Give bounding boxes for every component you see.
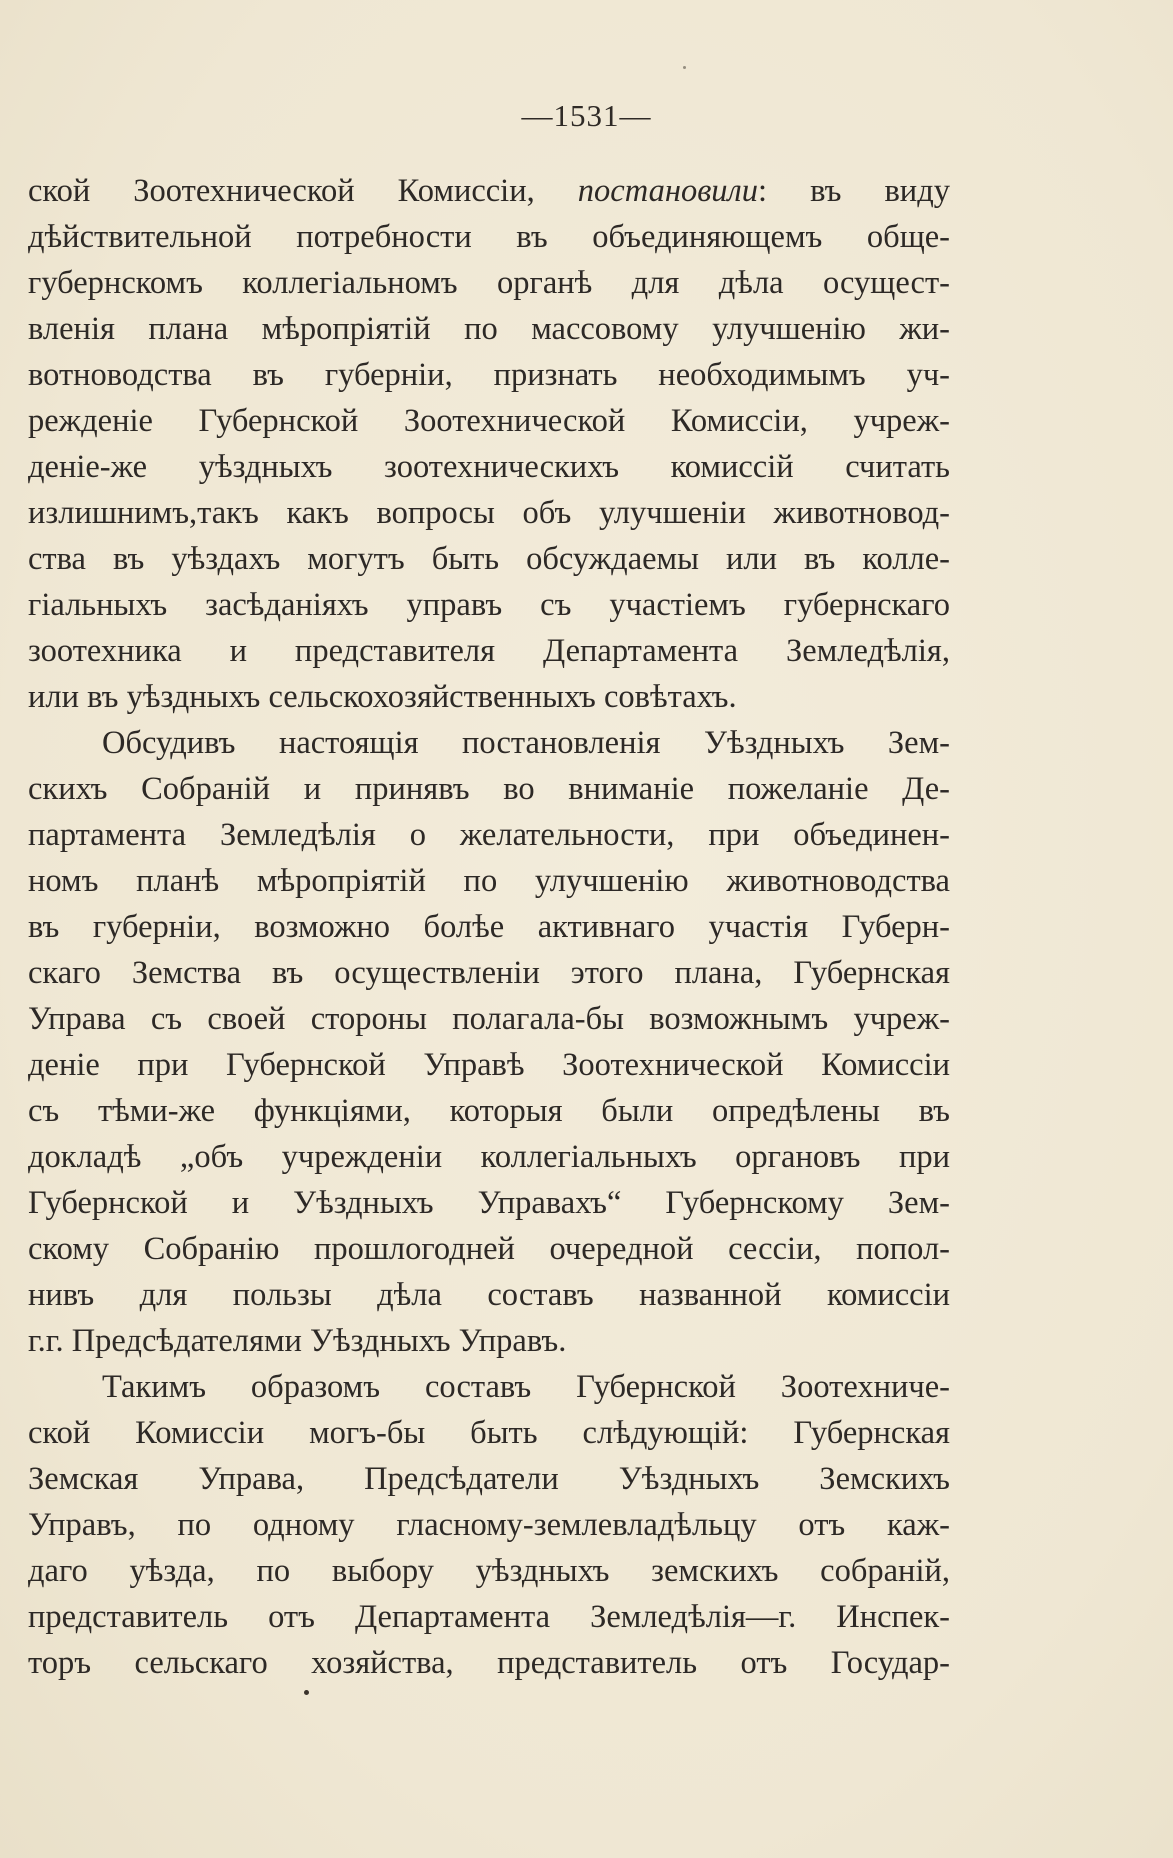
paragraph-3 bbox=[28, 1364, 950, 1686]
page-number: —1531— bbox=[521, 98, 652, 133]
text-line: Земская Управа, Предсѣдатели Уѣздныхъ Земскихъ bbox=[28, 1461, 950, 1497]
text-line: излишнимъ,такъ какъ вопросы объ улучшеніи животновод- bbox=[28, 495, 950, 531]
text-line: скому Собранію прошлогодней очередной сессіи, попол- bbox=[28, 1231, 950, 1267]
text-line: гіальныхъ засѣданіяхъ управъ съ участіемъ губернскаго bbox=[28, 587, 950, 623]
paragraph-2 bbox=[28, 720, 950, 1364]
text-run: ской Зоотехнической Комиссіи, bbox=[28, 173, 578, 209]
text-line: г.г. Предсѣдателями Уѣздныхъ Управъ. bbox=[28, 1323, 567, 1359]
ink-speck bbox=[683, 66, 686, 69]
text-line: Такимъ образомъ составъ Губернской Зоотехниче- bbox=[102, 1369, 950, 1405]
text-line: зоотехника и представителя Департамента Земледѣлія, bbox=[28, 633, 950, 669]
text-line: докладѣ „объ учрежденіи коллегіальныхъ органовъ при bbox=[28, 1139, 950, 1175]
text-line: нивъ для пользы дѣла составъ названной комиссіи bbox=[28, 1277, 950, 1313]
text-line: въ губерніи, возможно болѣе активнаго участія Губерн- bbox=[28, 909, 950, 945]
text-line: ства въ уѣздахъ могутъ быть обсуждаемы или въ колле- bbox=[28, 541, 950, 577]
text-line: представитель отъ Департамента Земледѣлія—г. Инспек- bbox=[28, 1599, 950, 1635]
text-line: вотноводства въ губерніи, признать необходимымъ уч- bbox=[28, 357, 950, 393]
text-line: Губернской и Уѣздныхъ Управахъ“ Губернскому Зем- bbox=[28, 1185, 950, 1221]
text-line: Обсудивъ настоящія постановленія Уѣздныхъ Зем- bbox=[102, 725, 950, 761]
text-line: даго уѣзда, по выбору уѣздныхъ земскихъ собраній, bbox=[28, 1553, 950, 1589]
body-text bbox=[28, 168, 950, 1686]
text-line: губернскомъ коллегіальномъ органѣ для дѣла осущест- bbox=[28, 265, 950, 301]
text-line: ской Комиссіи могъ-бы быть слѣдующій: Губернская bbox=[28, 1415, 950, 1451]
text-line: партамента Земледѣлія о желательности, при объединен- bbox=[28, 817, 950, 853]
text-line: режденіе Губернской Зоотехнической Комиссіи, учреж- bbox=[28, 403, 950, 439]
ink-speck bbox=[304, 1690, 309, 1695]
text-line: вленія плана мѣропріятій по массовому улучшенію жи- bbox=[28, 311, 950, 347]
text-line: торъ сельскаго хозяйства, представитель отъ Государ- bbox=[28, 1645, 950, 1681]
text-line: или въ уѣздныхъ сельскохозяйственныхъ совѣтахъ. bbox=[28, 679, 737, 715]
text-line: деніе при Губернской Управѣ Зоотехнической Комиссіи bbox=[28, 1047, 950, 1083]
text-line bbox=[28, 168, 950, 214]
text-line: скихъ Собраній и принявъ во вниманіе пожеланіе Де- bbox=[28, 771, 950, 807]
text-line: Управъ, по одному гласному-землевладѣльцу отъ каж- bbox=[28, 1507, 950, 1543]
text-line: съ тѣми-же функціями, которыя были опредѣлены въ bbox=[28, 1093, 950, 1129]
text-line: Управа съ своей стороны полагала-бы возможнымъ учреж- bbox=[28, 1001, 950, 1037]
text-line: номъ планѣ мѣропріятій по улучшенію животноводства bbox=[28, 863, 950, 899]
text-run: : въ виду bbox=[757, 173, 950, 209]
text-line: деніе-же уѣздныхъ зоотехническихъ комиссій считать bbox=[28, 449, 950, 485]
emphasized-text: постановили bbox=[577, 173, 758, 209]
text-line: скаго Земства въ осуществленіи этого плана, Губернская bbox=[28, 955, 950, 991]
paragraph-1 bbox=[28, 168, 950, 720]
text-line: дѣйствительной потребности въ объединяющемъ обще- bbox=[28, 219, 950, 255]
